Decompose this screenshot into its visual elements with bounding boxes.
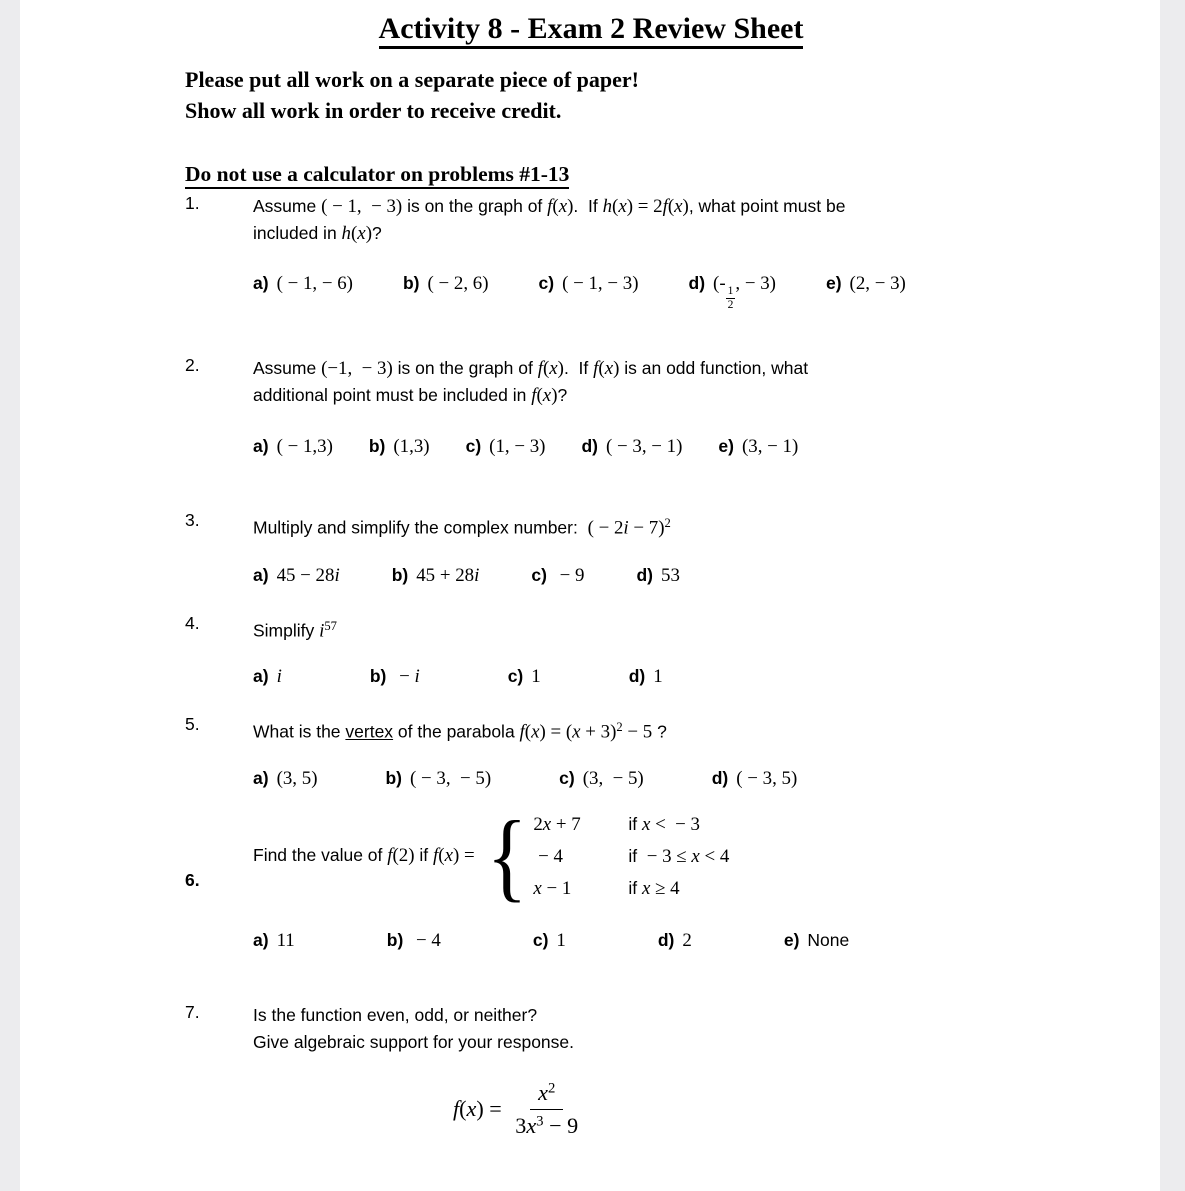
- text-segment: x: [674, 196, 683, 217]
- option-value: [531, 666, 540, 686]
- answer-option: [539, 273, 639, 295]
- option-value: [682, 930, 691, 950]
- text-segment: f: [453, 1096, 460, 1122]
- text-segment: . If: [563, 358, 594, 379]
- option-label: b): [385, 767, 403, 788]
- problem: [185, 1002, 1132, 1139]
- text-segment: x: [641, 813, 651, 835]
- answer-option: [253, 436, 333, 458]
- problem-list: [185, 193, 1132, 1139]
- text-segment: −: [394, 666, 415, 688]
- text-segment: − 4: [411, 929, 441, 951]
- option-value: [277, 565, 340, 585]
- text-segment: i: [623, 517, 629, 539]
- problem-number: 5.: [185, 714, 200, 735]
- answer-option: [387, 930, 441, 952]
- option-value: [562, 273, 638, 293]
- text-segment: x: [466, 1096, 477, 1122]
- answer-option: [253, 930, 295, 952]
- answer-option: [392, 565, 480, 587]
- text-segment: 1: [556, 929, 566, 951]
- problem: [185, 510, 1132, 587]
- text-segment: additional point must be included in: [253, 385, 532, 406]
- answer-option: [712, 768, 798, 790]
- text-segment: , what point must be: [688, 196, 846, 216]
- text-segment: 2: [664, 516, 671, 531]
- option-value: [416, 565, 479, 585]
- option-value: [713, 273, 776, 311]
- text-segment: ≥ 4: [650, 877, 680, 899]
- question-line: [253, 193, 1132, 220]
- text-segment: h: [602, 196, 613, 217]
- option-value: [606, 436, 682, 456]
- piecewise-condition: [628, 810, 700, 839]
- display-formula: [453, 1080, 1132, 1139]
- text-segment: of the parabola: [393, 721, 520, 742]
- text-segment: f: [547, 196, 553, 217]
- option-value: [583, 768, 644, 788]
- option-label: a): [253, 564, 269, 585]
- answer-options: [253, 930, 1132, 952]
- problem-number: 6.: [185, 870, 200, 891]
- instructions: [185, 64, 1132, 126]
- option-value: [555, 565, 585, 585]
- text-segment: is on the graph of: [402, 196, 548, 216]
- text-segment: ): [551, 385, 558, 407]
- page-title: [50, 12, 1132, 46]
- text-segment: (: [598, 358, 605, 380]
- text-segment: if: [628, 813, 642, 834]
- piecewise-condition: [628, 842, 729, 871]
- text-segment: i: [319, 620, 325, 642]
- option-label: c): [559, 767, 575, 788]
- text-segment: if: [628, 845, 642, 866]
- text-segment: < − 3: [650, 813, 701, 835]
- answer-option: [253, 768, 317, 790]
- answer-option: [718, 436, 798, 458]
- problem-number: 1.: [185, 193, 200, 213]
- text-segment: − 9: [543, 1112, 579, 1138]
- question-line: [253, 382, 1132, 409]
- text-segment: ?: [557, 385, 568, 406]
- answer-options: [253, 666, 1132, 688]
- option-label: b): [386, 929, 404, 950]
- text-segment: (2): [392, 845, 415, 867]
- piecewise-expression: [533, 810, 628, 839]
- question-line: [253, 220, 1132, 247]
- text-segment: 53: [661, 564, 680, 586]
- answer-option: [253, 273, 353, 295]
- text-segment: x: [549, 358, 558, 380]
- text-segment: f: [531, 385, 537, 407]
- text-segment: if: [414, 845, 434, 866]
- text-segment: f: [662, 196, 668, 217]
- option-label: c): [531, 564, 547, 585]
- text-segment: − 3 ≤: [641, 845, 692, 867]
- text-segment: x: [691, 845, 700, 867]
- option-value: [556, 930, 565, 950]
- text-segment: (: [536, 385, 543, 407]
- text-segment: Give algebraic support for your response.: [253, 1031, 574, 1052]
- option-value: [411, 930, 441, 950]
- answer-option: [253, 565, 340, 587]
- text-segment: 11: [276, 929, 295, 951]
- text-segment: i: [276, 666, 282, 688]
- problem-body: [253, 800, 1132, 952]
- problem-number: 3.: [185, 510, 200, 531]
- piecewise-row: [533, 810, 729, 839]
- text-segment: 45 − 28: [276, 564, 335, 586]
- text-segment: Simplify: [253, 620, 320, 641]
- text-segment: ): [557, 358, 564, 380]
- piecewise-rows: [533, 810, 729, 903]
- option-value: [428, 273, 489, 293]
- option-value: [393, 436, 429, 456]
- text-segment: − 5: [622, 721, 653, 743]
- text-segment: x: [618, 196, 627, 217]
- piecewise-row: [533, 842, 729, 871]
- text-segment: None: [807, 929, 850, 950]
- answer-option: [658, 930, 692, 952]
- text-segment: vertex: [345, 721, 394, 742]
- option-label: d): [711, 767, 729, 788]
- option-value: [277, 666, 282, 686]
- option-label: e): [783, 929, 800, 950]
- instruction-line-1: Please put all work on a separate piece of paper!: [185, 67, 639, 92]
- answer-option: [581, 436, 682, 458]
- text-segment: ): [567, 196, 574, 217]
- text-segment: ( − 1, − 3): [562, 273, 639, 294]
- text-segment: − 7): [628, 517, 665, 539]
- text-segment: ) = 2: [626, 196, 663, 217]
- text-segment: x: [558, 196, 568, 217]
- problem: [185, 613, 1132, 689]
- fraction-numerator: 1: [727, 284, 734, 297]
- text-segment: (: [438, 845, 445, 867]
- text-segment: 3: [536, 1113, 544, 1130]
- page-title-text: Activity 8 - Exam 2 Review Sheet: [379, 12, 804, 49]
- answer-option: [466, 436, 546, 458]
- option-value: [742, 436, 798, 456]
- piecewise-row: [533, 874, 729, 903]
- piecewise-function: [253, 800, 1132, 912]
- question-line: [253, 1002, 1132, 1029]
- text-segment: (: [524, 721, 532, 743]
- problem-body: [253, 714, 1132, 790]
- text-segment: h: [341, 223, 351, 244]
- text-segment: x: [357, 223, 366, 244]
- option-label: e): [825, 273, 842, 293]
- text-segment: (: [542, 358, 550, 380]
- option-value: [277, 768, 318, 788]
- problem-body: [253, 1002, 1132, 1139]
- text-segment: (: [612, 196, 619, 217]
- option-label: c): [465, 436, 482, 457]
- text-segment: x: [604, 358, 614, 380]
- section-heading-text: Do not use a calculator on problems #1-13: [185, 162, 569, 189]
- text-segment: f: [537, 358, 543, 380]
- option-label: a): [253, 929, 269, 950]
- problem: [185, 800, 1132, 952]
- text-segment: 2: [533, 813, 543, 835]
- text-segment: , − 3): [735, 273, 776, 294]
- text-segment: ?: [371, 223, 382, 243]
- option-label: c): [532, 929, 549, 950]
- option-label: a): [253, 666, 269, 687]
- text-segment: ( − 1, − 3): [321, 196, 403, 217]
- option-label: d): [628, 666, 646, 687]
- text-segment: 45 + 28: [416, 564, 475, 586]
- text-segment: ( − 1, − 6): [276, 273, 353, 294]
- formula-fraction: [515, 1080, 578, 1139]
- text-segment: x: [444, 845, 453, 867]
- text-segment: Find the value of: [253, 845, 388, 866]
- option-value: [807, 930, 849, 950]
- problem: [185, 193, 1132, 311]
- text-segment: (: [667, 196, 675, 217]
- option-value: [489, 436, 545, 456]
- fraction: [726, 285, 736, 311]
- option-value: [410, 768, 491, 788]
- text-segment: ) =: [452, 845, 480, 867]
- text-segment: if: [628, 877, 642, 898]
- piecewise-condition: [628, 874, 679, 903]
- option-label: e): [718, 436, 734, 457]
- option-value: [736, 768, 797, 788]
- text-segment: . If: [573, 196, 603, 216]
- instruction-line-2: Show all work in order to receive credit.: [185, 98, 562, 123]
- problem: [185, 714, 1132, 790]
- text-segment: (3, − 1): [741, 436, 799, 458]
- text-segment: 2: [616, 720, 623, 735]
- text-segment: ) =: [476, 1096, 508, 1122]
- answer-option: [826, 273, 906, 295]
- text-segment: Assume: [253, 358, 322, 379]
- text-segment: 2: [682, 929, 692, 951]
- answer-option: [508, 666, 541, 688]
- text-segment: Multiply and simplify the complex number:: [253, 517, 588, 538]
- text-segment: x: [572, 721, 581, 743]
- text-segment: i: [474, 564, 480, 586]
- option-label: a): [253, 436, 269, 457]
- option-label: b): [369, 666, 387, 687]
- text-segment: (3, 5): [276, 767, 318, 789]
- answer-option: [369, 436, 430, 458]
- text-segment: 1: [531, 666, 541, 688]
- text-segment: ( − 2: [587, 517, 624, 539]
- text-segment: 3: [515, 1112, 527, 1138]
- text-segment: + 7: [551, 813, 581, 835]
- question-line: [253, 613, 1132, 645]
- problem-number: 2.: [185, 355, 200, 376]
- text-segment: < 4: [699, 845, 730, 867]
- option-value: [653, 666, 662, 686]
- option-label: d): [657, 929, 675, 950]
- question-line: [253, 355, 1132, 382]
- problem: [185, 355, 1132, 458]
- answer-options: [253, 436, 1132, 458]
- question-line: [253, 845, 479, 867]
- problem-body: [253, 355, 1132, 458]
- problem-number: 7.: [185, 1001, 200, 1022]
- problem-body: [253, 193, 1132, 311]
- text-segment: x: [526, 1112, 537, 1138]
- answer-option: [784, 930, 849, 951]
- text-segment: x: [641, 877, 651, 899]
- option-value: [277, 273, 353, 293]
- answer-option: [531, 565, 584, 587]
- question-line: [253, 714, 1132, 746]
- answer-option: [533, 930, 566, 952]
- text-segment: x: [542, 385, 552, 407]
- text-segment: (-: [713, 273, 726, 294]
- option-value: [661, 565, 680, 585]
- fraction-denominator: 2: [727, 298, 734, 311]
- option-value: [277, 930, 295, 950]
- text-segment: x: [533, 877, 542, 899]
- answer-options: [253, 768, 1132, 790]
- formula-lhs: [453, 1096, 507, 1122]
- text-segment: i: [414, 666, 420, 688]
- option-label: d): [636, 564, 654, 585]
- text-segment: Assume: [253, 196, 322, 216]
- formula-denominator: [515, 1110, 578, 1139]
- answer-options: [253, 565, 1132, 587]
- text-segment: + 3): [580, 721, 617, 743]
- text-segment: f: [387, 845, 393, 867]
- problem-body: [253, 510, 1132, 587]
- option-label: c): [538, 273, 555, 293]
- text-segment: − 1: [541, 877, 572, 899]
- section-heading: [185, 162, 1132, 187]
- text-segment: ?: [652, 721, 667, 742]
- option-label: d): [688, 273, 706, 293]
- text-segment: 1: [653, 666, 663, 688]
- answer-option: [253, 666, 282, 688]
- option-label: a): [253, 767, 269, 788]
- text-segment: (2, − 3): [849, 273, 906, 294]
- answer-option: [636, 565, 679, 587]
- text-segment: ): [613, 358, 620, 380]
- text-segment: ) = (: [539, 721, 573, 743]
- answer-option: [689, 273, 776, 311]
- option-value: [394, 666, 419, 686]
- text-segment: i: [334, 564, 340, 586]
- problem-body: [253, 613, 1132, 689]
- text-segment: ( − 2, 6): [427, 273, 489, 294]
- text-segment: − 4: [533, 845, 563, 867]
- answer-option: [629, 666, 663, 688]
- text-segment: (−1, − 3): [321, 358, 393, 380]
- text-segment: ): [365, 223, 372, 244]
- text-segment: ( − 3, 5): [736, 767, 798, 789]
- text-segment: (3, − 5): [582, 767, 644, 789]
- worksheet-page: [20, 0, 1160, 1191]
- text-segment: ): [682, 196, 689, 217]
- text-segment: (: [351, 223, 358, 244]
- text-segment: included in: [253, 223, 342, 243]
- answer-options: [253, 273, 1132, 311]
- piecewise-expression: [533, 874, 628, 903]
- answer-option: [559, 768, 644, 790]
- option-value: [277, 436, 333, 456]
- question-line: [253, 1029, 1132, 1056]
- answer-option: [370, 666, 420, 688]
- text-segment: ( − 3, − 5): [410, 767, 492, 789]
- text-segment: ( − 1,3): [276, 436, 333, 458]
- problem-number: 4.: [185, 612, 200, 633]
- option-label: b): [368, 436, 386, 457]
- text-segment: Is the function even, odd, or neither?: [253, 1004, 538, 1025]
- option-value: [850, 273, 906, 293]
- text-segment: x: [531, 721, 540, 743]
- piecewise-expression: [533, 842, 628, 871]
- question-line: [253, 510, 1132, 542]
- text-segment: (: [552, 196, 559, 217]
- text-segment: x: [538, 1079, 548, 1105]
- text-segment: f: [519, 721, 525, 743]
- text-segment: f: [593, 358, 599, 380]
- text-segment: (1, − 3): [489, 436, 546, 458]
- option-label: d): [581, 436, 598, 457]
- text-segment: x: [542, 813, 552, 835]
- text-segment: 2: [547, 1080, 556, 1097]
- text-segment: is an odd function, what: [619, 358, 809, 379]
- text-segment: (1,3): [393, 436, 430, 458]
- piecewise-brace: {: [486, 800, 528, 912]
- option-label: a): [253, 273, 269, 293]
- answer-option: [385, 768, 491, 790]
- text-segment: ( − 3, − 1): [605, 436, 683, 458]
- formula-numerator: [530, 1080, 563, 1110]
- answer-option: [403, 273, 489, 295]
- option-label: b): [402, 273, 420, 293]
- text-segment: is on the graph of: [392, 358, 538, 379]
- text-segment: f: [433, 845, 439, 867]
- text-segment: − 9: [554, 564, 585, 586]
- text-segment: What is the: [253, 721, 346, 742]
- text-segment: (: [459, 1096, 467, 1122]
- text-segment: 57: [324, 618, 337, 633]
- option-label: b): [391, 564, 409, 585]
- option-label: c): [507, 666, 524, 687]
